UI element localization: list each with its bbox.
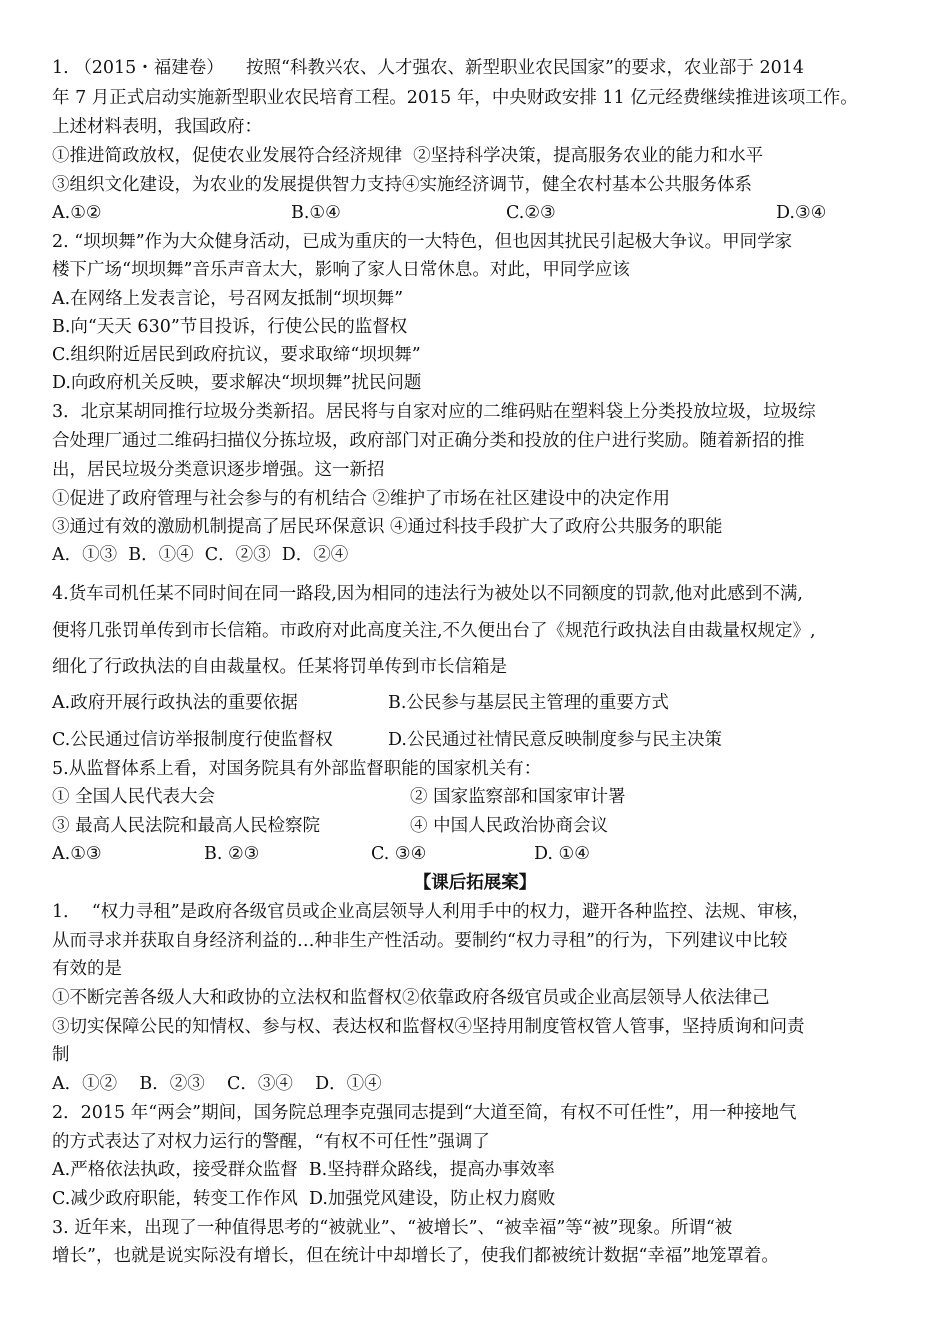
q5-item-2: ② 国家监察部和国家审计署 xyxy=(410,787,626,807)
q2-option-b: B.向“天天 630”节目投诉，行使公民的监督权 xyxy=(52,317,408,337)
q1-line-2: 年 7 月正式启动实施新型职业农民培育工程。2015 年，中央财政安排 11 亿元经费继续推进该项工作。 xyxy=(52,88,858,108)
e2-options-row-1: A.严格依法执政，接受群众监督 B.坚持群众路线，提高办事效率 xyxy=(52,1160,555,1180)
q5-option-a: A.①③ xyxy=(52,844,102,864)
q1-item-line-2: ③组织文化建设，为农业的发展提供智力支持④实施经济调节，健全农村基本公共服务体系 xyxy=(52,175,752,195)
q4-option-a: A.政府开展行政执法的重要依据 xyxy=(52,693,298,713)
q5-option-b: B. ②③ xyxy=(204,844,260,864)
e2-line-2: 的方式表达了对权力运行的警醒，“有权不可任性”强调了 xyxy=(52,1132,490,1152)
e2-line-1: 2．2015 年“两会”期间，国务院总理李克强同志提到“大道至简，有权不可任性”，用一种接地气 xyxy=(52,1103,797,1123)
q5-option-c: C. ③④ xyxy=(371,844,427,864)
q2-option-a: A.在网络上发表言论，号召网友抵制“坝坝舞” xyxy=(52,289,404,309)
q1-line-1: 1. （2015・福建卷） 按照“科教兴农、人才强农、新型职业农民国家”的要求，农业部于 2014 xyxy=(52,58,805,78)
q5-stem: 5.从监督体系上看，对国务院具有外部监督职能的国家机关有： xyxy=(52,759,542,779)
q5-item-1: ① 全国人民代表大会 xyxy=(52,787,216,807)
q3-line-3: 出，居民垃圾分类意识逐步增强。这一新招 xyxy=(52,460,385,480)
e1-item-line-2: ③切实保障公民的知情权、参与权、表达权和监督权④坚持用制度管权管人管事，坚持质询和问责 xyxy=(52,1017,805,1037)
q4-line-2: 便将几张罚单传到市长信箱。市政府对此高度关注,不久便出台了《规范行政执法自由裁量权规定》, xyxy=(52,621,816,641)
q3-options: A．①③ B．①④ C．②③ D．②④ xyxy=(52,545,349,565)
q4-option-d: D.公民通过社情民意反映制度参与民主决策 xyxy=(388,730,722,750)
q1-option-d: D.③④ xyxy=(776,203,827,223)
q1-line-3: 上述材料表明，我国政府： xyxy=(52,117,262,137)
section-title: 【课后拓展案】 xyxy=(413,873,537,893)
q1-item-line-1: ①推进简政放权，促使农业发展符合经济规律 ②坚持科学决策，提高服务农业的能力和水平 xyxy=(52,146,764,166)
q5-item-4: ④ 中国人民政治协商会议 xyxy=(410,816,609,836)
e1-line-1: 1． “权力寻租”是政府各级官员或企业高层领导人利用手中的权力，避开各种监控、法规、审核， xyxy=(52,902,810,922)
q1-option-b: B.①④ xyxy=(291,203,341,223)
q1-option-a: A.①② xyxy=(52,203,102,223)
q2-option-c: C.组织附近居民到政府抗议，要求取缔“坝坝舞” xyxy=(52,345,421,365)
e3-line-1: 3. 近年来，出现了一种值得思考的“被就业”、“被增长”、“被幸福”等“被”现象。所谓“被 xyxy=(52,1218,733,1238)
q3-item-line-2: ③通过有效的激励机制提高了居民环保意识 ④通过科技手段扩大了政府公共服务的职能 xyxy=(52,517,723,537)
q5-option-d: D. ①④ xyxy=(534,844,590,864)
q1-option-c: C.②③ xyxy=(506,203,556,223)
q4-option-b: B.公民参与基层民主管理的重要方式 xyxy=(388,693,669,713)
q3-line-1: 3．北京某胡同推行垃圾分类新招。居民将与自家对应的二维码贴在塑料袋上分类投放垃圾，垃圾综 xyxy=(52,402,816,422)
q3-line-2: 合处理厂通过二维码扫描仪分拣垃圾，政府部门对正确分类和投放的住户进行奖励。随着新招的推 xyxy=(52,431,805,451)
e2-options-row-2: C.减少政府职能，转变工作作风 D.加强党风建设，防止权力腐败 xyxy=(52,1189,556,1209)
e1-options: A．①② B．②③ C．③④ D．①④ xyxy=(52,1074,382,1094)
q4-line-1: 4.货车司机任某不同时间在同一路段,因为相同的违法行为被处以不同额度的罚款,他对此感到不满, xyxy=(52,584,803,604)
e1-item-line-1: ①不断完善各级人大和政协的立法权和监督权②依靠政府各级官员或企业高层领导人依法律己 xyxy=(52,988,770,1008)
e1-line-3: 有效的是 xyxy=(52,959,122,979)
e1-item-line-3: 制 xyxy=(52,1045,70,1065)
q5-item-3: ③ 最高人民法院和最高人民检察院 xyxy=(52,816,321,836)
q3-item-line-1: ①促进了政府管理与社会参与的有机结合 ②维护了市场在社区建设中的决定作用 xyxy=(52,489,671,509)
q2-line-2: 楼下广场“坝坝舞”音乐声音太大，影响了家人日常休息。对此，甲同学应该 xyxy=(52,260,630,280)
q4-option-c: C.公民通过信访举报制度行使监督权 xyxy=(52,730,333,750)
e3-line-2: 增长”，也就是说实际没有增长，但在统计中却增长了，使我们都被统计数据“幸福”地笼罩着。 xyxy=(52,1246,779,1266)
q4-line-3: 细化了行政执法的自由裁量权。任某将罚单传到市长信箱是 xyxy=(52,657,507,677)
q2-option-d: D.向政府机关反映，要求解决“坝坝舞”扰民问题 xyxy=(52,373,422,393)
e1-line-2: 从而寻求并获取自身经济利益的…种非生产性活动。要制约“权力寻租”的行为，下列建议中比较 xyxy=(52,931,788,951)
q2-line-1: 2. “坝坝舞”作为大众健身活动，已成为重庆的一大特色，但也因其扰民引起极大争议。甲同学家 xyxy=(52,232,793,252)
